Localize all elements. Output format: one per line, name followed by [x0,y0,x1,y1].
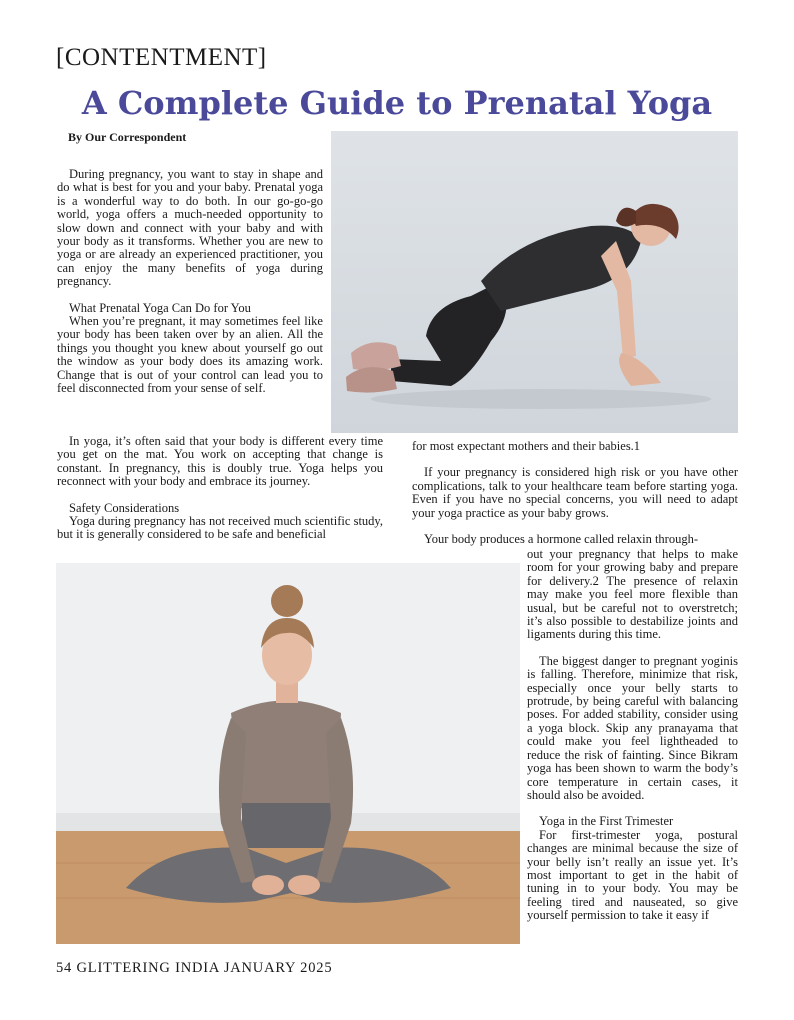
article-title: A Complete Guide to Prenatal Yoga [81,84,713,122]
paragraph-safety-end: for most expectant mothers and their babies.1 [412,439,641,453]
butterfly-pose-illustration [56,563,520,944]
column-left-intro [57,168,323,396]
column-right-upper [412,440,738,546]
tabletop-pose-illustration [331,131,738,433]
paragraph-can-do: When you’re pregnant, it may sometimes feel like your body has been taken over by an alien. All the things you thought you knew about yourself go out the window as your body does its amazing work. Change that is out of your control can lead you to feel disconnected from your sense of self. [57,314,323,396]
paragraph-first-trimester: For first-trimester yoga, postural changes are minimal because the size of your belly isn’t really an issue yet. It’s most important to get in the habit of tuning in to your body. You may be feeling tired and nauseated, so give yourself permission to take it easy if [527,827,738,923]
paragraph-high-risk: If your pregnancy is considered high risk or you have other complications, talk to your healthcare team before starting yoga. Even if you have no special concerns, you will need to adapt your yoga practice as your baby grows. [412,465,738,520]
byline: By Our Correspondent [68,130,187,144]
paragraph-intro: During pregnancy, you want to stay in shape and do what is best for you and your baby. Prenatal yoga is a wonderful way to do both. In our go-go-go world, yoga offers a much-needed opportunity to slow down and connect with your baby and with your body as it transforms. Whether you are new to yoga or are already an experienced practitioner, you can enjoy the many benefits of yoga during pregnancy. [57,167,323,289]
paragraph-yoga-change: In yoga, it’s often said that your body is different every time you get on the mat. You work on accepting that change is constant. In pregnancy, this is doubly true. Yoga helps you reconnect with your body and embrace its journey. [57,434,383,489]
heading-what-yoga-can-do: What Prenatal Yoga Can Do for You [69,300,251,315]
photo-butterfly-pose [56,563,520,944]
paragraph-danger: The biggest danger to pregnant yoginis is falling. Therefore, minimize that risk, especially once your belly starts to protrude, by being careful with balancing poses. For added stability, consider using a yoga block. Skip any pranayama that could make you feel lightheaded to reduce the risk of fainting. Since Bikram yoga has been shown to warm the body’s core temperature in certain cases, it should also be avoided. [527,653,738,802]
section-label: [CONTENTMENT] [56,44,267,71]
column-right-narrow [527,548,738,923]
heading-first-trimester: Yoga in the First Trimester [539,814,674,829]
paragraph-safety-start: Yoga during pregnancy has not received much scientific study, but it is generally considered to be safe and beneficial [57,514,383,542]
page-footer: 54 GLITTERING INDIA JANUARY 2025 [56,960,333,976]
paragraph-relaxin-start: Your body produces a hormone called relaxin through- [424,532,699,547]
paragraph-relaxin-rest: out your pregnancy that helps to make room for your growing baby and prepare for delivery.2 The presence of relaxin may make you feel more flexible than usual, but be careful not to overstretch; it’s also possible to destabilize joints and ligaments during this time. [527,547,738,642]
column-left-wide [57,435,383,542]
heading-safety: Safety Considerations [69,500,180,515]
photo-tabletop-pose [331,131,738,433]
